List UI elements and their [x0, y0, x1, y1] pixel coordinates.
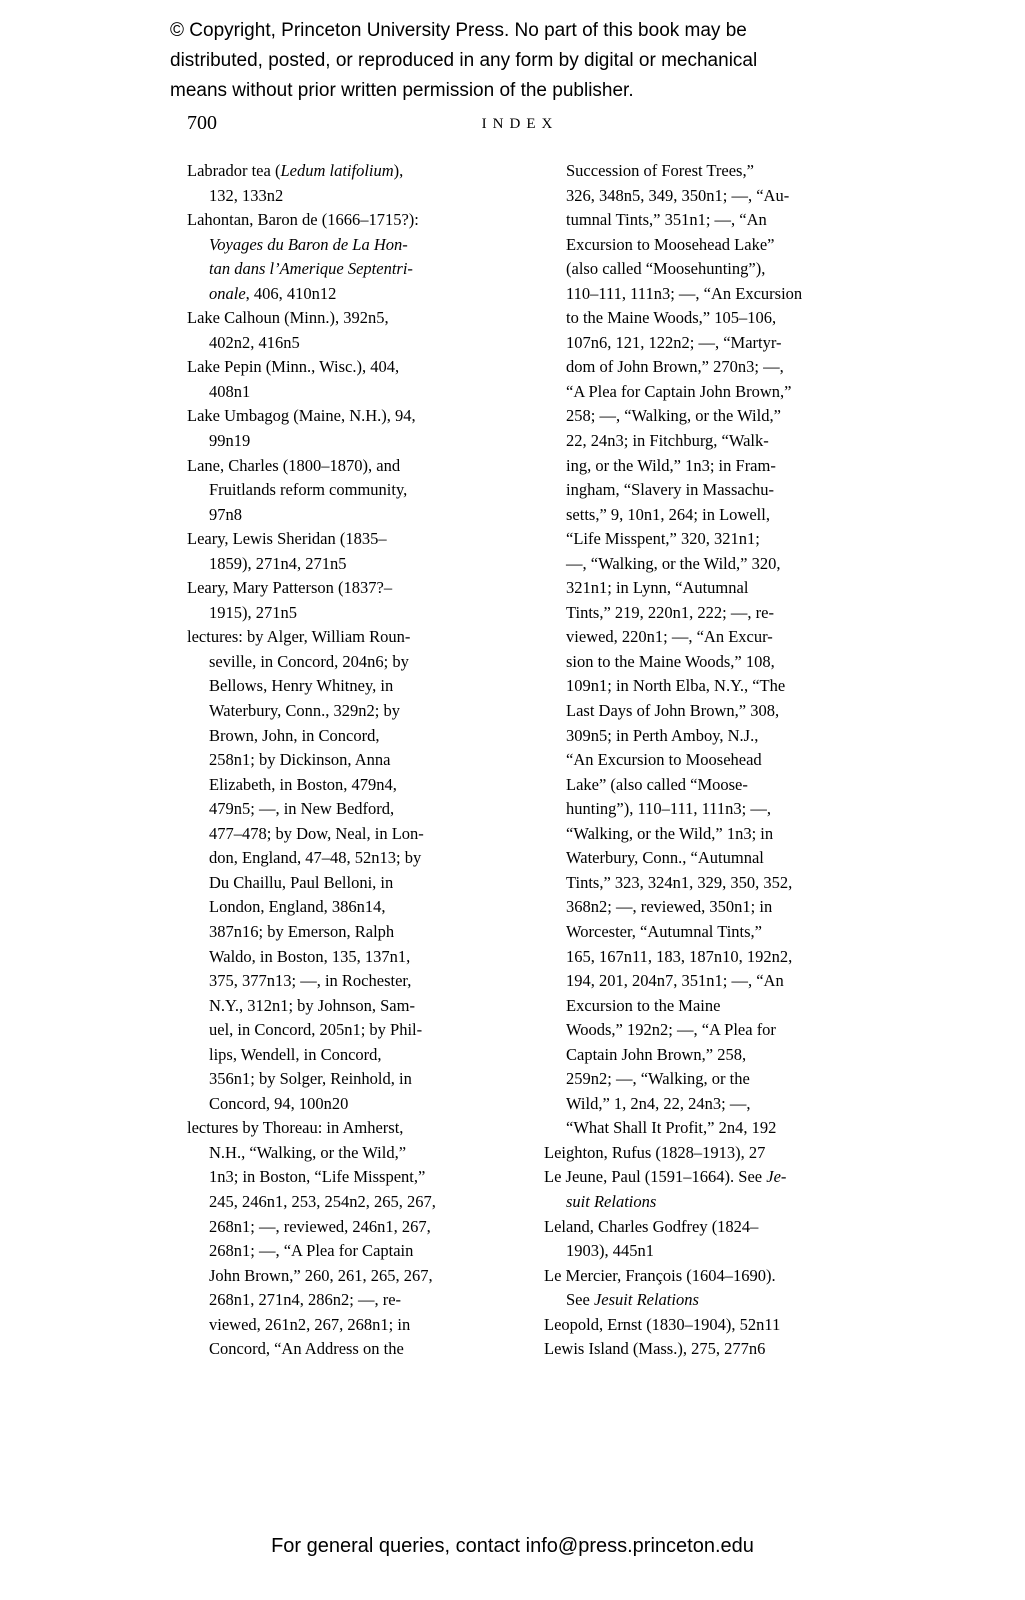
index-line: 268n1; —, reviewed, 246n1, 267, — [209, 1216, 431, 1236]
index-line: 268n1, 271n4, 286n2; —, re- — [209, 1290, 402, 1310]
index-line: “An Excursion to Moosehead — [566, 750, 762, 770]
index-line: ingham, “Slavery in Massachu- — [566, 480, 775, 500]
index-line: 408n1 — [209, 381, 251, 401]
index-line: Succession of Forest Trees,” — [566, 161, 754, 180]
index-line: 1915), 271n5 — [209, 602, 297, 622]
index-line: 259n2; —, “Walking, or the — [566, 1069, 750, 1089]
index-entry — [187, 355, 519, 404]
index-line: Lewis Island (Mass.), 275, 277n6 — [544, 1339, 766, 1359]
index-line: Worcester, “Autumnal Tints,” — [566, 921, 762, 941]
index-line: tan dans l’Amerique Septentri- — [209, 259, 413, 279]
index-line: 22, 24n3; in Fitchburg, “Walk- — [566, 431, 769, 451]
index-entry — [544, 159, 876, 1141]
index-line: Le Mercier, François (1604–1690). — [544, 1265, 776, 1285]
index-line: N.Y., 312n1; by Johnson, Sam- — [209, 995, 415, 1015]
index-line: Concord, 94, 100n20 — [209, 1093, 349, 1113]
index-entry — [544, 1141, 876, 1166]
index-line: “Walking, or the Wild,” 1n3; in — [566, 823, 774, 843]
index-entry — [544, 1165, 876, 1214]
index-line: 99n19 — [209, 431, 251, 451]
index-line: sion to the Maine Woods,” 108, — [566, 651, 775, 671]
index-entry — [187, 454, 519, 528]
index-line: Lake Calhoun (Minn.), 392n5, — [187, 308, 389, 328]
index-line: onale, 406, 410n12 — [209, 283, 337, 303]
index-line: Lake Pepin (Minn., Wisc.), 404, — [187, 357, 400, 377]
index-line: (also called “Moosehunting”), — [566, 259, 766, 279]
index-line: 97n8 — [209, 504, 242, 524]
index-line: 1n3; in Boston, “Life Misspent,” — [209, 1167, 426, 1187]
index-line: London, England, 386n14, — [209, 897, 386, 917]
index-entry — [544, 1215, 876, 1264]
index-line: Leary, Lewis Sheridan (1835– — [187, 529, 387, 549]
index-line: Labrador tea (Ledum latifolium), — [187, 161, 404, 180]
index-line: 1903), 445n1 — [566, 1241, 654, 1261]
index-entry — [187, 527, 519, 576]
index-entry — [544, 1337, 876, 1362]
index-line: viewed, 220n1; —, “An Excur- — [566, 627, 773, 647]
index-line: Leopold, Ernst (1830–1904), 52n11 — [544, 1314, 781, 1334]
index-line: uel, in Concord, 205n1; by Phil- — [209, 1020, 423, 1040]
index-line: 110–111, 111n3; —, “An Excursion — [566, 283, 803, 303]
index-line: Lane, Charles (1800–1870), and — [187, 455, 401, 475]
index-line: Excursion to Moosehead Lake” — [566, 234, 775, 254]
page-header — [187, 110, 847, 138]
index-line: Elizabeth, in Boston, 479n4, — [209, 774, 397, 794]
index-line: tumnal Tints,” 351n1; —, “An — [566, 210, 767, 230]
index-line: Waldo, in Boston, 135, 137n1, — [209, 946, 411, 966]
index-line: Lake Umbagog (Maine, N.H.), 94, — [187, 406, 416, 426]
index-line: Du Chaillu, Paul Belloni, in — [209, 872, 394, 892]
index-line: Voyages du Baron de La Hon- — [209, 234, 408, 254]
index-line: 479n5; —, in New Bedford, — [209, 799, 395, 819]
index-line: Woods,” 192n2; —, “A Plea for — [566, 1020, 776, 1040]
index-line: 387n16; by Emerson, Ralph — [209, 921, 395, 941]
index-line: “What Shall It Profit,” 2n4, 192 — [566, 1118, 777, 1138]
index-line: 109n1; in North Elba, N.Y., “The — [566, 676, 786, 696]
index-line: lips, Wendell, in Concord, — [209, 1044, 382, 1064]
index-line: setts,” 9, 10n1, 264; in Lowell, — [566, 504, 770, 524]
index-line: dom of John Brown,” 270n3; —, — [566, 357, 784, 377]
index-line: 268n1; —, “A Plea for Captain — [209, 1241, 414, 1261]
index-line: ing, or the Wild,” 1n3; in Fram- — [566, 455, 776, 475]
index-line: 309n5; in Perth Amboy, N.J., — [566, 725, 759, 745]
copyright-line: © Copyright, Princeton University Press. No part of this book may be — [170, 20, 747, 41]
index-line: 245, 246n1, 253, 254n2, 265, 267, — [209, 1191, 436, 1211]
index-line: 326, 348n5, 349, 350n1; —, “Au- — [566, 185, 790, 205]
index-line: Last Days of John Brown,” 308, — [566, 701, 780, 721]
index-line: 165, 167n11, 183, 187n10, 192n2, — [566, 946, 793, 966]
index-entry — [187, 306, 519, 355]
index-entry — [187, 159, 519, 208]
copyright-notice — [170, 16, 890, 106]
index-entry — [187, 576, 519, 625]
index-line: Concord, “An Address on the — [209, 1339, 404, 1359]
index-line: 258n1; by Dickinson, Anna — [209, 750, 391, 770]
index-line: don, England, 47–48, 52n13; by — [209, 848, 422, 868]
index-line: Captain John Brown,” 258, — [566, 1044, 747, 1064]
index-column-right — [544, 159, 876, 1362]
index-line: Lahontan, Baron de (1666–1715?): — [187, 210, 419, 230]
index-line: to the Maine Woods,” 105–106, — [566, 308, 777, 328]
index-line: Tints,” 219, 220n1, 222; —, re- — [566, 602, 774, 622]
index-line: “A Plea for Captain John Brown,” — [566, 381, 792, 401]
index-column-left — [187, 159, 519, 1362]
index-line: Brown, John, in Concord, — [209, 725, 380, 745]
index-line: 368n2; —, reviewed, 350n1; in — [566, 897, 773, 917]
index-entry — [187, 625, 519, 1116]
page-number: 700 — [187, 112, 217, 134]
index-entry — [544, 1313, 876, 1338]
index-line: seville, in Concord, 204n6; by — [209, 651, 409, 671]
index-line: Lake” (also called “Moose- — [566, 774, 748, 794]
index-line: Leighton, Rufus (1828–1913), 27 — [544, 1142, 766, 1162]
index-line: lectures by Thoreau: in Amherst, — [187, 1118, 404, 1138]
footer-queries-text: For general queries, contact info@press.princeton.edu — [271, 1535, 754, 1557]
index-line: Bellows, Henry Whitney, in — [209, 676, 394, 696]
copyright-line: means without prior written permission of the publisher. — [170, 80, 634, 101]
index-line: N.H., “Walking, or the Wild,” — [209, 1142, 407, 1162]
index-line: Leary, Mary Patterson (1837?– — [187, 578, 393, 598]
index-line: 132, 133n2 — [209, 185, 284, 205]
index-line: Waterbury, Conn., “Autumnal — [566, 848, 764, 868]
index-line: suit Relations — [566, 1191, 657, 1211]
index-line: 402n2, 416n5 — [209, 332, 300, 352]
index-line: Tints,” 323, 324n1, 329, 350, 352, — [566, 872, 793, 892]
page-heading: INDEX — [481, 116, 559, 132]
index-line: 321n1; in Lynn, “Autumnal — [566, 578, 749, 598]
index-line: 477–478; by Dow, Neal, in Lon- — [209, 823, 424, 843]
index-line: “Life Misspent,” 320, 321n1; — [566, 529, 760, 549]
index-entry — [544, 1264, 876, 1313]
index-entry — [187, 208, 519, 306]
index-line: John Brown,” 260, 261, 265, 267, — [209, 1265, 433, 1285]
index-line: Excursion to the Maine — [566, 995, 721, 1015]
index-columns — [187, 159, 877, 1362]
index-line: —, “Walking, or the Wild,” 320, — [566, 553, 781, 573]
index-line: 375, 377n13; —, in Rochester, — [209, 971, 412, 991]
index-line: See Jesuit Relations — [566, 1290, 699, 1310]
index-line: Fruitlands reform community, — [209, 480, 408, 500]
index-line: Wild,” 1, 2n4, 22, 24n3; —, — [566, 1093, 751, 1113]
index-line: viewed, 261n2, 267, 268n1; in — [209, 1314, 411, 1334]
index-line: Le Jeune, Paul (1591–1664). See Je- — [544, 1167, 787, 1187]
index-entry — [187, 404, 519, 453]
index-entry — [187, 1116, 519, 1361]
index-line: 194, 201, 204n7, 351n1; —, “An — [566, 971, 784, 991]
index-line: 107n6, 121, 122n2; —, “Martyr- — [566, 332, 782, 352]
index-line: lectures: by Alger, William Roun- — [187, 627, 411, 647]
index-line: Waterbury, Conn., 329n2; by — [209, 701, 400, 721]
copyright-line: distributed, posted, or reproduced in any form by digital or mechanical — [170, 50, 758, 71]
index-line: 1859), 271n4, 271n5 — [209, 553, 347, 573]
index-line: Leland, Charles Godfrey (1824– — [544, 1216, 759, 1236]
index-line: 258; —, “Walking, or the Wild,” — [566, 406, 781, 426]
index-line: 356n1; by Solger, Reinhold, in — [209, 1069, 412, 1089]
index-line: hunting”), 110–111, 111n3; —, — [566, 799, 772, 819]
